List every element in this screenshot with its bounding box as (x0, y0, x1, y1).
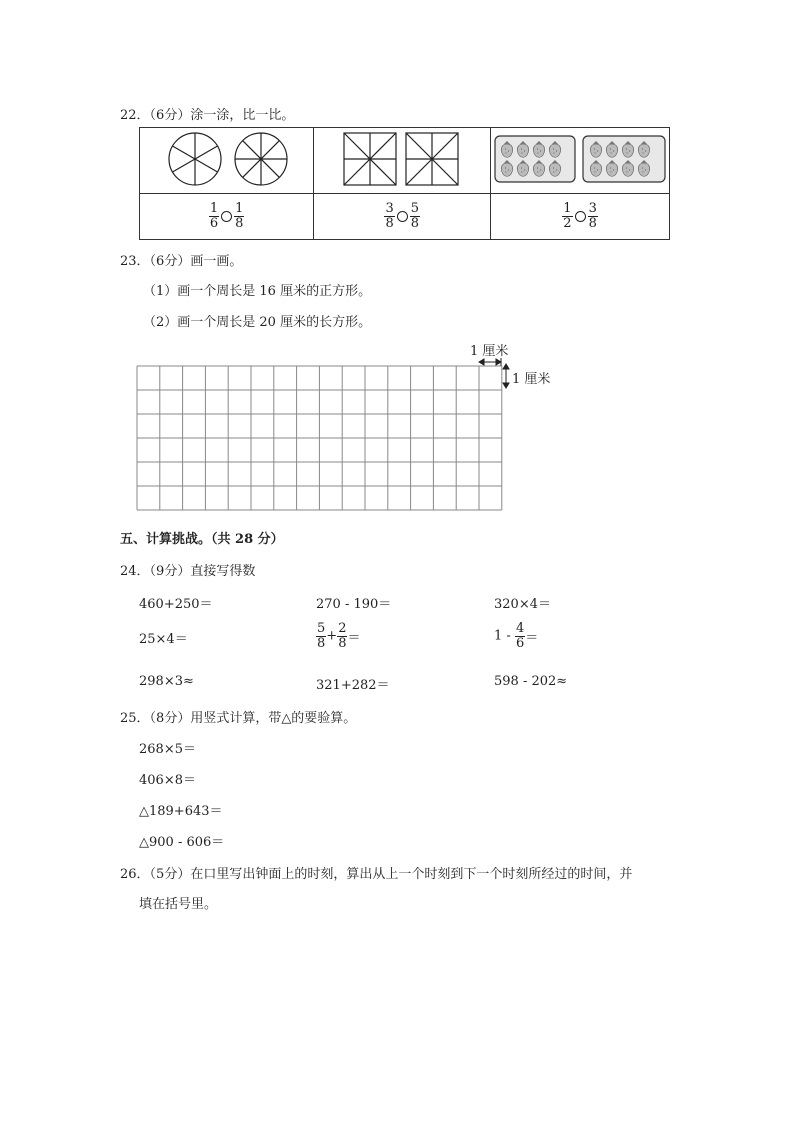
q24-item-6: 1 - $\frac{4}{6}$ ＝ (494, 621, 539, 651)
q22-compare-3: $\frac{1}{2}$ $\frac{3}{8}$ (491, 194, 670, 240)
q23-sub2: （2）画一个周长是 20 厘米的长方形。 (143, 315, 372, 330)
q24-item-7: 298×3≈ (139, 674, 194, 689)
q22-compare-1: $\frac{1}{6}$ $\frac{1}{8}$ (140, 194, 314, 240)
q24-item-3: 320×4＝ (494, 597, 551, 612)
q26-line-2: 填在括号里。 (139, 897, 218, 912)
grid-paper[interactable] (136, 362, 508, 512)
q24-item-9: 598 - 202≈ (494, 674, 568, 689)
q22-cell-strawberries (491, 128, 670, 194)
q25-title: 25．（8分）用竖式计算，带△的要验算。 (120, 711, 357, 726)
q22-title: 22．（6分）涂一涂，比一比。 (120, 108, 295, 123)
q25-item-4: △900 - 606＝ (139, 835, 225, 850)
compare-circle[interactable] (397, 211, 408, 222)
q23-title: 23．（6分）画一画。 (120, 254, 243, 269)
q24-item-4: 25×4＝ (139, 632, 188, 647)
q25-item-2: 406×8＝ (139, 773, 196, 788)
strawberry-icon (493, 132, 667, 186)
q24-item-8: 321+282＝ (316, 678, 390, 693)
unit-label-horizontal: 1 厘米 (470, 344, 509, 359)
unit-label-vertical: 1 厘米 (512, 372, 551, 387)
q24-item-2: 270 - 190＝ (316, 597, 392, 612)
q26-line-1: 26．（5分）在口里写出钟面上的时刻，算出从上一个时刻到下一个时刻所经过的时间，并 (120, 867, 633, 882)
q24-item-1: 460+250＝ (139, 597, 213, 612)
q25-item-1: 268×5＝ (139, 742, 196, 757)
q22-cell-squares (314, 128, 491, 194)
q24-title: 24．（9分）直接写得数 (120, 564, 256, 579)
q25-item-3: △189+643＝ (139, 804, 223, 819)
circle-divided-icon (162, 129, 292, 189)
square-divided-icon (342, 131, 462, 187)
q22-table (139, 127, 670, 240)
q24-item-5: $\frac{5}{8}$ + $\frac{2}{8}$ ＝ (317, 621, 361, 651)
q23-sub1: （1）画一个周长是 16 厘米的正方形。 (143, 284, 372, 299)
q22-cell-circles (140, 128, 314, 194)
q22-compare-2: $\frac{3}{8}$ $\frac{5}{8}$ (314, 194, 491, 240)
compare-circle[interactable] (575, 211, 586, 222)
compare-circle[interactable] (221, 211, 232, 222)
section-5-title: 五、计算挑战。（共 28 分） (120, 532, 284, 547)
